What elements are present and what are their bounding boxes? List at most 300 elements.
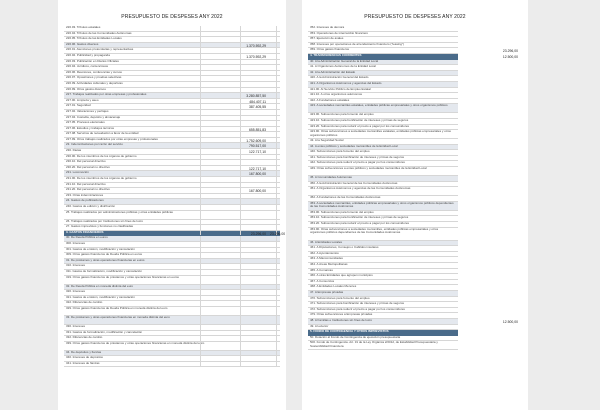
row-label: 310. Intereses [66,264,86,268]
column-divider [200,316,201,324]
column-divider [276,211,277,219]
row-label: 5. FONDO DE CONTINGENCIA Y OTROS IMPREVISTOS [310,330,389,334]
row-label: 231.00. De los miembros de los órganos de gobierno [66,177,137,181]
row-label: 45. A Comunidades Autónomas [310,176,352,180]
column-divider [200,242,201,247]
column-divider [276,32,277,37]
column-divider [200,231,201,236]
column-divider [240,220,241,225]
column-divider [276,336,277,341]
row-amount: 3.280.857,50 [246,94,266,98]
row-label: 301. Gastos de emisión, modificación y cancelación [66,247,135,251]
row-label: 49. Al exterior [310,324,329,328]
right-page-title: PRESUPUESTO DE DESPESES ANY 2022 [364,14,466,20]
row-label: 423.00. Subvenciones para fomento del empleo [310,113,374,117]
column-divider [200,307,201,315]
row-label: 227.06. Estudios y trabajos técnicos [66,126,115,130]
column-divider [276,88,277,93]
column-divider [276,285,277,290]
row-amount: 167.800,00 [249,189,266,193]
column-divider [200,270,201,275]
left-page-title: PRESUPUESTO DE DESPESES ANY 2022 [121,14,223,20]
column-divider [200,342,201,350]
row-label: 353. Operaciones de intercambio financiero [310,31,369,35]
row-label: 41. A Organismos Autónomos de la Entidad Local [310,65,376,69]
column-divider [276,194,277,199]
column-divider [276,248,277,253]
row-label: 470. Subvenciones para fomento del empleo [310,296,370,300]
column-divider [240,110,241,115]
column-divider [276,65,277,70]
row-label: 226.03. Tributos estatales [66,26,101,29]
row-label: 48. A Familias e Instituciones sin fines de lucro [310,318,373,322]
column-divider [240,194,241,199]
column-divider [200,236,201,241]
row-label: 453.10. Subvenciones para bonificación de intereses y primas de seguros [310,216,409,220]
column-divider [240,205,241,210]
column-divider [276,155,277,160]
row-label: 44. A entes públicos y sociedades mercantiles de la Entidad Local [310,144,398,148]
column-divider [200,199,201,204]
column-divider [200,264,201,269]
row-label: 226.02. Publicidad y propaganda [66,53,110,57]
column-divider [240,356,241,361]
row-label: 230. Dietas [66,149,82,153]
column-divider [276,82,277,87]
row-amount: 122.717,10 [249,150,266,154]
column-divider [276,160,277,165]
column-divider [240,236,241,241]
row-label: 47. A Empresas privadas [310,290,344,294]
row-label: 341. Intereses de fianzas [66,361,100,365]
column-divider [276,270,277,275]
column-divider [200,32,201,37]
row-label: 423.10. Subvenciones para bonificación de intereses y primas de seguros [310,118,409,122]
row-label: 227. Trabajos realizados por otras empresas y profesionales [66,93,147,97]
column-divider [276,276,277,284]
row-label: 24. Gastos de publicaciones [66,199,104,203]
column-divider [240,342,241,350]
column-divider [240,285,241,290]
column-divider [240,160,241,165]
row-label: 42. A la Administración del Estado [310,70,356,74]
column-divider [276,71,277,76]
column-divider [200,143,201,148]
row-label: 309. Otros gastos financieros de Deuda Pública en euros [66,253,143,257]
column-divider [276,296,277,301]
row-label: 329. Otros gastos financieros de Deuda Pública en moneda distinta del euro [66,306,168,310]
table-row [308,228,458,241]
column-divider [200,325,201,330]
column-divider [276,104,277,109]
row-label: 227.04. Custodia, depósito y almacenaje [66,115,121,119]
column-divider [240,362,241,367]
column-divider [240,290,241,295]
column-divider [276,132,277,137]
row-label: 357. Ejecución de avales [310,37,344,41]
row-label: 230.10. Del personal directivo [66,160,106,164]
row-label: 472. Subvenciones para reducir el precio a pagar por los consumidores [310,307,405,311]
column-divider [276,242,277,247]
row-label: 449. Otras subvenciones a entes públicos y sociedades mercantiles de la Entidad Local [310,167,427,171]
column-divider [240,132,241,137]
column-divider [276,325,277,330]
row-label: 331. Gastos de formalización, modificación y cancelación [66,330,143,334]
row-label: 422. A Fundaciones estatales [310,98,350,102]
row-label: 226.07. Oposiciones y pruebas selectivas [66,76,122,80]
left-budget-table [64,26,280,367]
row-label: 339. Otros gastos financieros de préstamos y otras operaciones financieras en moneda distinta del euro [66,341,205,345]
row-label: 230.20. Del personal no directivo [66,165,110,169]
row-label: 330. Intereses [66,324,86,328]
column-divider [200,48,201,53]
column-divider [200,88,201,93]
row-label: 421.10. A otros organismos autónomos [310,93,363,97]
column-divider [276,316,277,324]
column-divider [276,253,277,258]
row-label: 311. Gastos de formalización, modificación y cancelación [66,269,142,273]
row-label: 421.00. Al Servicio Público de Empleo Estatal [310,87,371,91]
column-divider [276,356,277,361]
column-divider [240,248,241,253]
row-label: 421. A Organismos Autónomos y agencias del Estado [310,81,382,85]
column-divider [240,121,241,126]
column-divider [200,183,201,188]
row-label: 230.00. De los miembros de los órganos de gobierno [66,154,137,158]
row-label: 23. Indemnizaciones por razón del servicio [66,143,123,147]
column-divider [240,88,241,93]
row-label: 359. Otros gastos financieros [310,48,350,52]
column-divider [276,54,277,59]
column-divider [240,71,241,76]
column-divider [200,331,201,336]
row-amount: 1.370.592,29 [246,55,266,59]
column-divider [240,48,241,53]
table-row [64,276,280,285]
column-divider [200,351,201,356]
column-divider [200,205,201,210]
column-divider [240,307,241,315]
column-divider [200,301,201,306]
row-amount: 122.717,10 [249,167,266,171]
column-divider [276,264,277,269]
row-label: 227.01. Seguridad [66,104,91,108]
column-divider [240,76,241,81]
column-divider [240,32,241,37]
column-divider [276,236,277,241]
column-divider [276,301,277,306]
column-divider [240,225,241,230]
row-label: 231.20. Del personal no directivo [66,188,110,192]
row-label: 468. A Entidades Locales Menores [310,285,357,289]
row-label: 33. De préstamos y otras operaciones financieras en moneda distinta del euro [66,315,170,319]
row-label: 31. De préstamos y otras operaciones financieras en euros [66,258,145,262]
row-label: 461. A Diputaciones, Consejos o Cabildos insulares [310,246,379,250]
column-divider [200,211,201,219]
table-row [64,362,280,368]
column-divider [276,143,277,148]
row-label: 466. A otras Entidades que agrupen municipios [310,274,373,278]
chapter-total-amount: 23.296,00 [270,232,286,236]
row-label: 358. Intereses por operaciones de arrendamiento financiero ("leasing") [310,42,405,46]
row-label: 43. A la Seguridad Social [310,139,344,143]
column-divider [200,132,201,137]
column-divider [240,259,241,264]
row-label: 479. Otras subvenciones a Empresas privadas [310,313,373,317]
row-label: 352. Intereses de demora [310,26,345,29]
column-divider [276,331,277,336]
row-amount: 12.500,00 [502,55,518,59]
column-divider [276,342,277,350]
row-label: 26. Trabajos realizados por Instituciones sin fines de lucro [66,219,144,223]
row-label: 440. Subvenciones para fomento del empleo [310,150,370,154]
column-divider [276,220,277,225]
column-divider [200,82,201,87]
row-label: 227.00. Limpieza y aseo [66,98,99,102]
column-divider [200,248,201,253]
column-divider [276,48,277,53]
row-label: 465. A Comarcas [310,268,333,272]
column-divider [240,82,241,87]
column-divider [240,264,241,269]
column-divider [240,351,241,356]
column-divider [276,116,277,121]
row-amount: 23.296,00 [502,49,518,53]
column-divider [240,65,241,70]
column-divider [276,138,277,143]
table-row [64,211,280,220]
row-amount: 655.851,83 [249,128,266,132]
column-divider [276,166,277,171]
row-label: 442. Subvenciones para reducir el precio a pagar por los consumidores [310,161,405,165]
column-divider [276,290,277,295]
row-label: 226.01. Atenciones protocolarias y representativas [66,48,134,52]
row-label: 226.06. Gastos diversos [66,42,99,46]
row-label: 227.02. Valoraciones y peritajes [66,109,109,113]
column-divider [276,171,277,176]
row-label: 226.09. Actividades culturales y deportivas [66,81,123,85]
row-label: 320. Intereses [66,290,86,294]
column-divider [240,26,241,31]
column-divider [276,127,277,132]
column-divider [276,37,277,42]
column-divider [200,220,201,225]
column-divider [240,183,241,188]
row-label: 32. De Deuda Pública en moneda distinta del euro [66,284,134,288]
column-divider [240,325,241,330]
column-divider [200,296,201,301]
row-amount: 1.752.609,00 [246,139,266,143]
row-label: 462. A Ayuntamientos [310,251,339,255]
column-divider [240,301,241,306]
row-label: 226.99. Otros gastos diversos [66,87,106,91]
column-divider [276,362,277,367]
row-amount: 167.800,00 [249,172,266,176]
column-divider [200,127,201,132]
column-divider [200,166,201,171]
table-row [308,202,458,211]
column-divider [240,270,241,275]
row-amount: 1.370.592,29 [246,44,266,48]
row-label: 452. A Fundaciones de las Comunidades Autónomas [310,196,381,200]
table-row [308,167,458,176]
row-label: 226.04. Tributos de las Comunidades Autónomas [66,31,132,35]
column-divider [240,116,241,121]
row-label: 420. A la Administración General del Estado [310,76,369,80]
row-label: 3. GASTOS FINANCIEROS [66,230,104,234]
column-divider [200,285,201,290]
row-label: 471. Subvenciones para bonificación de intereses y primas de seguros [310,302,405,306]
column-divider [240,242,241,247]
row-label: 322. Diferencias de cambio [66,301,103,305]
column-divider [276,188,277,193]
column-divider [276,93,277,98]
column-divider [200,121,201,126]
row-label: 423.90. Otras subvenciones a sociedades mercantiles estatales, entidades públicas empresariales y otros organismos públicos [310,130,451,137]
column-divider [200,177,201,182]
row-label: 319. Otros gastos financieros de préstamos y otras operaciones financieras en euros [66,275,179,279]
column-divider [200,188,201,193]
row-label: 40. A la Administración General de la Entidad Local [310,59,379,63]
table-row [308,130,458,139]
column-divider [200,110,201,115]
row-label: 231. Locomoción [66,171,89,175]
column-divider [276,76,277,81]
column-divider [276,99,277,104]
column-divider [240,253,241,258]
column-divider [200,99,201,104]
column-divider [276,307,277,315]
row-label: 441. Subvenciones para bonificación de intereses y primas de seguros [310,155,405,159]
column-divider [200,60,201,65]
column-divider [200,290,201,295]
row-label: 226.06. Reuniones, conferencias y cursos [66,70,122,74]
left-page [58,0,286,410]
row-label: 27. Gastos imprevistos y funciones no clasificadas [66,225,134,229]
row-label: 46. A Entidades Locales [310,240,343,244]
row-label: 340. Intereses de depósitos [66,356,103,360]
row-label: 500. Fondo de Contingencia. Art. 31 de la Ley Orgánica 2/2012, de Estabilidad Presupuestaria y Sostenibilidad Financiera [310,341,438,348]
column-divider [200,259,201,264]
right-page [302,0,528,410]
column-divider [276,183,277,188]
row-label: 423.20. Subvenciones para reducir el precio a pagar por los consumidores [310,124,410,128]
column-divider [240,316,241,324]
table-row [64,307,280,316]
column-divider [200,76,201,81]
row-label: 453. A sociedades mercantiles, entidades públicas empresariales y otros organismos públicos dependientes de las Comunidades Autónomas [310,201,454,209]
row-label: 453.90. Otras subvenciones a sociedades mercantiles, entidades públicas empresariales y otros organismos públicos dependientes de las Comunidades Autónomas [310,227,439,235]
row-label: 50. Dotación al Fondo de Contingencia de ejecución presupuestaria [310,335,401,339]
column-divider [240,199,241,204]
column-divider [240,331,241,336]
column-divider [240,60,241,65]
column-divider [200,26,201,31]
column-divider [276,199,277,204]
row-label: 467. A Consorcios [310,279,335,283]
table-row [308,104,458,113]
row-label: 226.03. Publicación en Diarios Oficiales [66,59,119,63]
column-divider [200,155,201,160]
column-divider [200,225,201,230]
row-label: 423. A sociedades mercantiles estatales, entidades públicas empresariales y otros organismos públicos [310,104,448,108]
row-label: 4. TRANSFERENCIAS CORRIENTES [310,53,362,57]
column-divider [276,351,277,356]
row-label: 226.05. Tributos de las Entidades Locales [66,37,122,41]
column-divider [276,177,277,182]
row-label: 226.04. Jurídicos, contenciosos [66,65,109,69]
column-divider [200,356,201,361]
column-divider [240,155,241,160]
column-divider [200,149,201,154]
column-divider [240,276,241,284]
column-divider [200,336,201,341]
table-row [308,341,458,350]
column-divider [276,121,277,126]
column-divider [276,110,277,115]
row-label: 300. Intereses [66,241,86,245]
row-amount: 12.500,00 [502,320,518,324]
column-divider [200,71,201,76]
column-divider [276,43,277,48]
column-divider [240,211,241,219]
column-divider [276,26,277,31]
table-row [308,187,458,196]
row-label: 451. A Organismos Autónomos y agencias de las Comunidades Autónomas [310,187,411,191]
row-label: 453.20. Subvenciones para reducir el precio a pagar por los consumidores [310,222,410,226]
column-divider [200,43,201,48]
column-divider [200,37,201,42]
column-divider [240,37,241,42]
column-divider [276,205,277,210]
row-amount: 484.407,11 [249,100,266,104]
column-divider [200,93,201,98]
row-label: 227.08. Servicios de recaudación a favor de la entidad [66,132,139,136]
row-label: 464. A Áreas Metropolitanas [310,263,348,266]
column-divider [200,194,201,199]
table-row [64,342,280,351]
column-divider [240,177,241,182]
column-divider [276,225,277,230]
column-divider [200,116,201,121]
column-divider [200,65,201,70]
row-label: 463. A Mancomunidades [310,257,343,261]
row-label: 227.99. Otros trabajos realizados por otras empresas y profesionales [66,137,158,141]
column-divider [200,276,201,284]
row-label: 332. Diferencias de cambio [66,336,103,340]
column-divider [200,362,201,367]
row-label: 321. Gastos de emisión, modificación y cancelación [66,295,135,299]
column-divider [200,171,201,176]
right-budget-table [308,26,458,350]
table-row [64,316,280,325]
row-label: 34. De depósitos y fianzas [66,350,102,354]
column-divider [240,336,241,341]
row-label: 30. De Deuda Pública en euros [66,236,108,240]
row-label: 231.10. Del personal directivo [66,182,106,186]
row-label: 450. A la Administración General de las Comunidades Autónomas [310,181,398,185]
column-divider [200,160,201,165]
column-divider [200,138,201,143]
column-divider [240,296,241,301]
row-amount: 23.296,00 [250,232,266,236]
row-label: 233. Otras indemnizaciones [66,193,104,197]
column-divider [276,259,277,264]
column-divider [276,149,277,154]
row-label: 240. Gastos de edición y distribución [66,205,116,208]
row-label: 25. Trabajos realizados por administraciones públicas y otras entidades públicas [66,210,173,214]
row-amount: 387.405,55 [249,105,266,109]
